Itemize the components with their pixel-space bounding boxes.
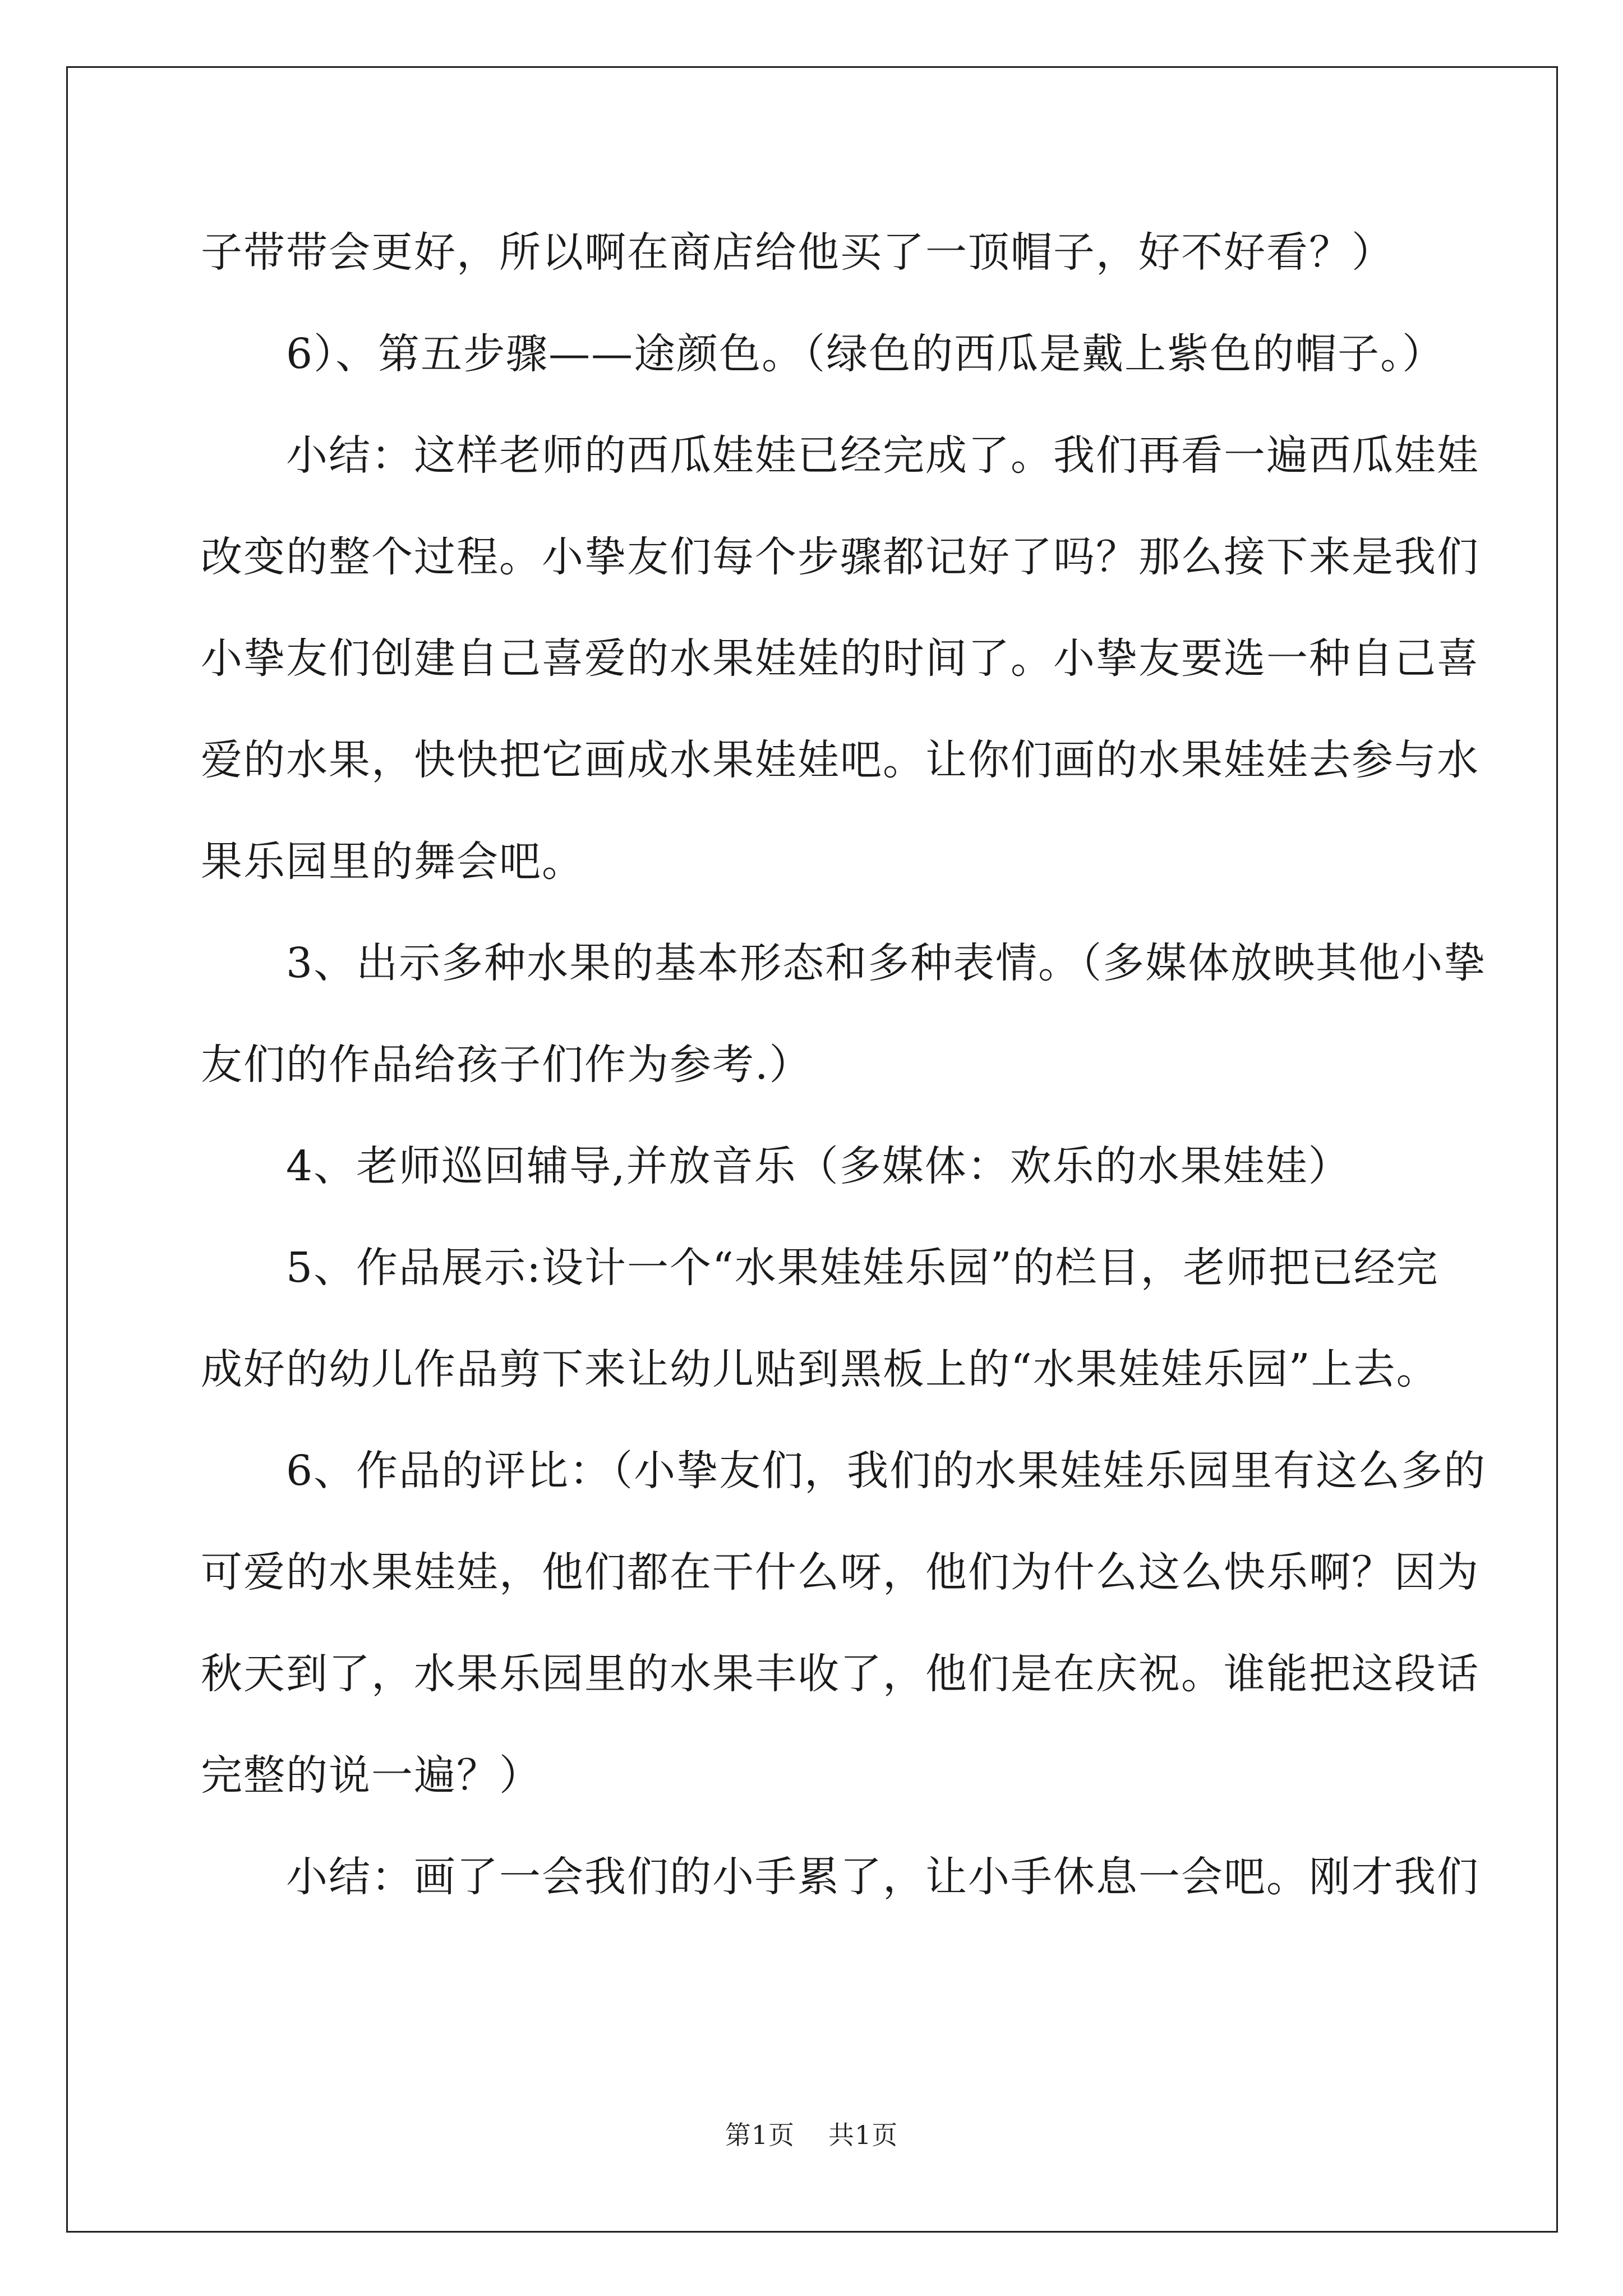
text-line: 3、出示多种水果的基本形态和多种表情。（多媒体放映其他小挚 [201,939,1487,987]
text-line: 5、作品展示:设计一个“水果娃娃乐园”的栏目，老师把已经完 [201,1244,1439,1292]
text-line: 完整的说一遍？） [201,1751,542,1800]
text-line: 6、作品的评比：（小挚友们，我们的水果娃娃乐园里有这么多的 [201,1447,1487,1495]
text-line: 成好的幼儿作品剪下来让幼儿贴到黑板上的“水果娃娃乐园”上去。 [201,1345,1439,1393]
page-number: 第1页 [725,2120,795,2150]
total-pages: 共1页 [828,2120,898,2150]
text-line: 小挚友们创建自己喜爱的水果娃娃的时间了。小挚友要选一种自己喜 [201,634,1479,683]
text-line: 子带带会更好，所以啊在商店给他买了一顶帽子，好不好看？） [201,228,1394,277]
text-line: 爱的水果，快快把它画成水果娃娃吧。让你们画的水果娃娃去参与水 [201,736,1479,784]
text-line: 秋天到了，水果乐园里的水果丰收了，他们是在庆祝。谁能把这段话 [201,1650,1479,1698]
text-line: 6）、第五步骤——途颜色。（绿色的西瓜是戴上紫色的帽子。） [201,330,1445,378]
text-line: 友们的作品给孩子们作为参考.） [201,1041,812,1089]
text-line: 果乐园里的舞会吧。 [201,838,584,886]
document-body [201,202,1487,1928]
text-line: 可爱的水果娃娃，他们都在干什么呀，他们为什么这么快乐啊？因为 [201,1548,1479,1596]
text-line: 4、老师巡回辅导,并放音乐（多媒体：欢乐的水果娃娃） [201,1142,1351,1190]
text-line: 小结：这样老师的西瓜娃娃已经完成了。我们再看一遍西瓜娃娃 [201,431,1479,480]
text-line: 小结：画了一会我们的小手累了，让小手休息一会吧。刚才我们 [201,1853,1479,1901]
page-footer [0,2115,1623,2152]
text-line: 改变的整个过程。小挚友们每个步骤都记好了吗？那么接下来是我们 [201,533,1479,581]
